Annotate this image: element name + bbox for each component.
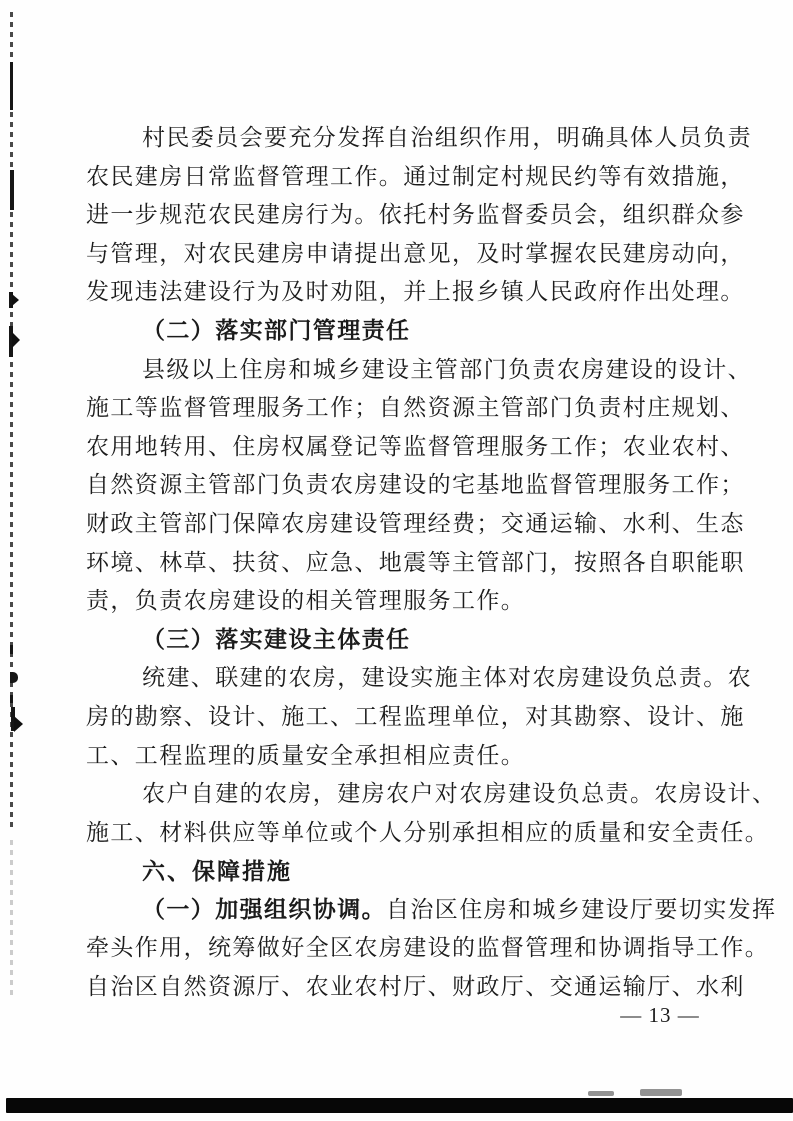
text-line bbox=[86, 466, 764, 505]
text-line bbox=[86, 235, 764, 274]
text-line bbox=[86, 273, 764, 312]
text-run: 工、工程监理的质量安全承担相应责任。 bbox=[86, 742, 526, 768]
text-line bbox=[86, 891, 777, 930]
text-run: 施工、材料供应等单位或个人分别承担相应的质量和安全责任。 bbox=[86, 819, 770, 845]
text-line bbox=[86, 505, 764, 544]
scan-artifact bbox=[14, 716, 23, 732]
scan-artifact bbox=[12, 332, 20, 348]
text-run: 六、保障措施 bbox=[142, 858, 292, 885]
text-run: 环境、林草、扶贫、应急、地震等主管部门，按照各自职能职 bbox=[86, 549, 745, 575]
text-run: 牵头作用，统筹做好全区农房建设的监督管理和协调指导工作。 bbox=[86, 935, 770, 961]
text-run: 自然资源主管部门负责农房建设的宅基地监督管理服务工作； bbox=[86, 472, 745, 498]
text-run: 村民委员会要充分发挥自治组织作用，明确具体人员负责 bbox=[142, 125, 752, 150]
text-run: 自治区自然资源厅、农业农村厅、财政厅、交通运输厅、水利 bbox=[86, 974, 745, 1000]
text-line bbox=[86, 119, 764, 158]
text-run: 农民建房日常监督管理工作。通过制定村规民约等有效措施， bbox=[86, 163, 745, 189]
text-run: 房的勘察、设计、施工、工程监理单位，对其勘察、设计、施 bbox=[86, 703, 745, 729]
text-run: 发现违法建设行为及时劝阻，并上报乡镇人民政府作出处理。 bbox=[86, 279, 745, 305]
text-line bbox=[86, 582, 764, 621]
text-line bbox=[86, 389, 764, 428]
text-run: 统建、联建的农房，建设实施主体对农房建设负总责。农 bbox=[142, 665, 752, 691]
text-run: 责，负责农房建设的相关管理服务工作。 bbox=[86, 588, 526, 614]
scan-artifact bbox=[10, 62, 13, 110]
text-run: 与管理，对农民建房申请提出意见，及时掌握农民建房动向， bbox=[86, 240, 745, 266]
scan-artifact bbox=[12, 294, 19, 306]
scan-artifact-dashline-faint bbox=[10, 840, 13, 1000]
scan-artifact bbox=[10, 170, 14, 210]
text-line bbox=[86, 698, 764, 737]
text-line bbox=[86, 775, 777, 814]
text-line bbox=[86, 968, 764, 1007]
text-line bbox=[86, 544, 764, 583]
text-run: 县级以上住房和城乡建设主管部门负责农房建设的设计、 bbox=[142, 356, 752, 382]
text-line bbox=[86, 196, 764, 235]
text-run: 农用地转用、住房权属登记等监督管理服务工作；农业农村、 bbox=[86, 433, 745, 459]
text-run: （三）落实建设主体责任 bbox=[142, 626, 411, 652]
text-run: （一）加强组织协调。 bbox=[142, 896, 386, 922]
text-run: 财政主管部门保障农房建设管理经费；交通运输、水利、生态 bbox=[86, 510, 745, 536]
text-block bbox=[86, 119, 777, 1007]
scan-artifact bbox=[10, 672, 18, 683]
text-run: 自治区住房和城乡建设厅要切实发挥 bbox=[386, 896, 777, 922]
text-line bbox=[86, 351, 764, 390]
text-line bbox=[86, 621, 764, 660]
text-line bbox=[86, 659, 764, 698]
text-run: 农户自建的农房，建房农户对农房建设负总责。农房设计、 bbox=[142, 781, 777, 807]
text-run: （二）落实部门管理责任 bbox=[142, 317, 411, 343]
scan-smudge bbox=[588, 1091, 614, 1096]
text-line bbox=[86, 929, 770, 968]
text-line bbox=[86, 737, 764, 776]
text-run: 施工等监督管理服务工作；自然资源主管部门负责村庄规划、 bbox=[86, 395, 745, 421]
text-run: 进一步规范农民建房行为。依托村务监督委员会，组织群众参 bbox=[86, 202, 745, 228]
scan-artifact bbox=[10, 695, 13, 703]
scan-smudge bbox=[640, 1089, 682, 1096]
text-line bbox=[86, 852, 764, 891]
text-line bbox=[86, 312, 764, 351]
text-line bbox=[86, 428, 764, 467]
text-line bbox=[86, 158, 764, 197]
text-line bbox=[86, 814, 770, 853]
page-number: — 13 — bbox=[620, 1003, 700, 1027]
scan-bar-bottom bbox=[6, 1098, 793, 1113]
scan-artifact bbox=[10, 645, 13, 654]
